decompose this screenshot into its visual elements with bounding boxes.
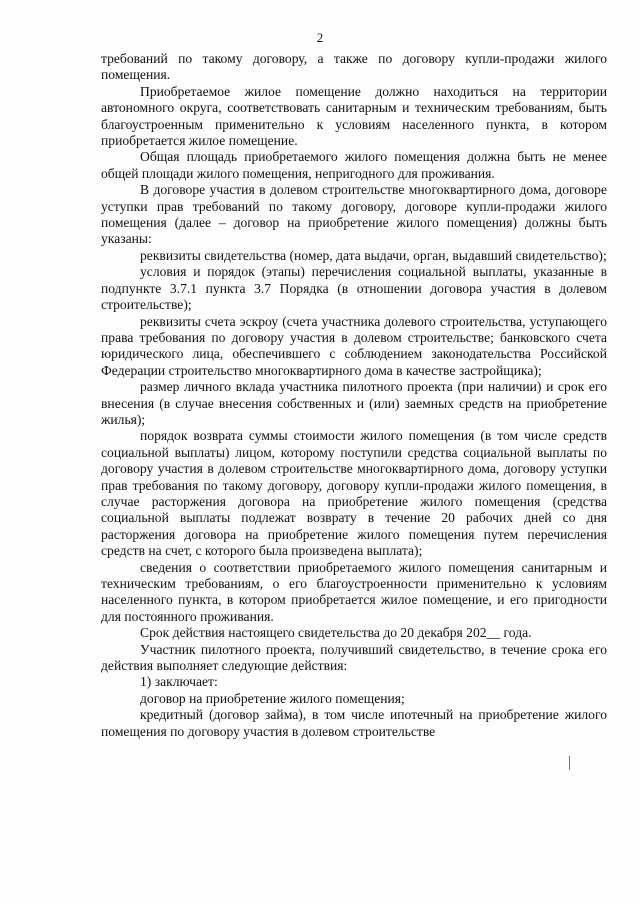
paragraph-1: требований по такому договору, а также по договору купли-продажи жилого помещения. [101,51,607,83]
paragraph-14: договор на приобретение жилого помещения; [140,690,405,706]
paragraph-6: условия и порядок (этапы) перечисления социальной выплаты, указанные в подпункте 3.7.1 пункта 3.7 Порядка (в отношении договора участия в долевом строительстве); [101,264,607,313]
paragraph-2: Приобретаемое жилое помещение должно находиться на территории автономного округа, соответствовать санитарным и техническим требованиям, быть благоустроенным применительно к условиям населенного пункта, в котором приобретается жилое помещение. [101,83,607,149]
document-body [101,51,607,740]
paragraph-5: реквизиты свидетельства (номер, дата выдачи, орган, выдавший свидетельство); [140,247,607,263]
page-number: 2 [316,30,324,45]
paragraph-8: размер личного вклада участника пилотного проекта (при наличии) и срок его внесения (в случае внесения собственных и (или) заемных средств на приобретение жилья); [101,379,607,427]
paragraph-15: кредитный (договор займа), в том числе ипотечный на приобретение жилого помещения по договору участия в долевом строительстве [101,707,607,739]
paragraph-10: сведения о соответствии приобретаемого жилого помещения санитарным и техническим требованиям, о его благоустроенности применительно к условиям населенного пункта, в котором приобретается жилое помещение, и его пригодности для постоянного проживания. [101,559,607,624]
paragraph-3: Общая площадь приобретаемого жилого помещения должна быть не менее общей площади жилого помещения, непригодного для проживания. [101,149,607,181]
paragraph-13: 1) заключает: [140,674,218,690]
paragraph-4: В договоре участия в долевом строительстве многоквартирного дома, договоре уступки прав требований по такому договору, договоре купли-продажи жилого помещения (далее – договор на приобретение жилого помещения) должны быть указаны: [101,182,607,247]
paragraph-7: реквизиты счета эскроу (счета участника долевого строительства, уступающего права требования по договору участия в долевом строительстве; банковского счета юридического лица, обеспечившего с соблюдением законодательства Российской Федерации строительство многоквартирного дома в качестве застройщика); [101,313,607,378]
scan-margin-mark [569,756,570,770]
paragraph-9: порядок возврата суммы стоимости жилого помещения (в том числе средств социальной выплаты) лицом, которому поступили средства социальной выплаты по договору участия в долевом строительстве многоквартирного дома, договору уступки прав требования по такому договору, договору купли-продажи жилого помещения, в случае расторжения договора на приобретение жилого помещения (средства социальной выплаты подлежат возврату в течение 20 рабочих дней со дня расторжения договора на приобретение жилого помещения путем перечисления средств на счет, с которого была произведена выплата); [101,428,607,559]
paragraph-12: Участник пилотного проекта, получивший свидетельство, в течение срока его действия выполняет следующие действия: [101,641,607,674]
paragraph-11: Срок действия настоящего свидетельства до 20 декабря 202__ года. [140,625,532,641]
